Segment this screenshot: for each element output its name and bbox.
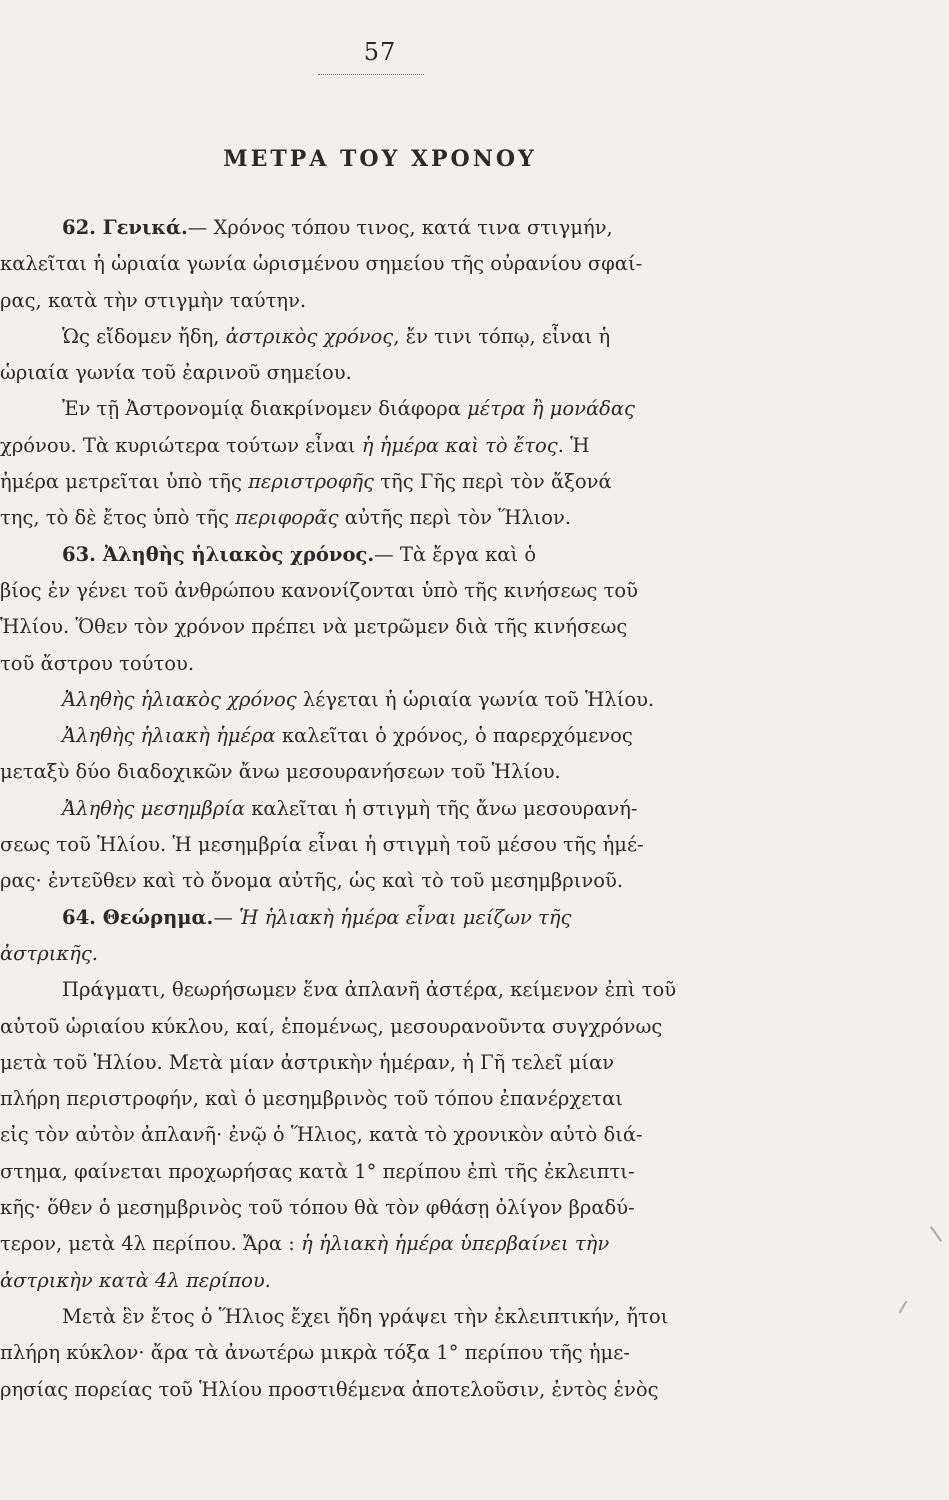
text-span: πλήρη περιστροφήν, καὶ ὁ μεσημβρινὸς τοῦ τόπου ἐπανέρχεται [0, 1087, 623, 1111]
text-span: της, τὸ δὲ ἔτος ὑπὸ τῆς [0, 506, 236, 530]
text-line [0, 718, 800, 754]
text-line [0, 900, 800, 936]
text-span: ἀστρικὴν κατὰ 4λ περίπου. [0, 1268, 271, 1292]
text-span: Ἡ ἡλιακὴ ἡμέρα εἶναι μείζων τῆς [239, 905, 572, 929]
text-span: βίος ἐν γένει τοῦ ἀνθρώπου κανονίζονται ὑπὸ τῆς κινήσεως τοῦ [0, 578, 638, 602]
text-span: ρας· ἐντεῦθεν καὶ τὸ ὄνομα αὐτῆς, ὡς καὶ τὸ τοῦ μεσημβρινοῦ. [0, 869, 624, 893]
text-span: λέγεται ἡ ὡριαία γωνία τοῦ Ἡλίου. [296, 687, 655, 711]
text-line [0, 391, 800, 427]
text-span: ἀστρικῆς. [0, 941, 98, 965]
text-span: Ἀληθὴς ἡλιακὴ ἡμέρα [62, 724, 276, 748]
text-line [0, 827, 800, 863]
text-span: ρησίας πορείας τοῦ Ἡλίου προστιθέμενα ἀποτελοῦσιν, ἐντὸς ἑνὸς [0, 1377, 659, 1401]
text-span: ἡ ἡλιακὴ ἡμέρα ὑπερβαίνει τὴν [300, 1232, 610, 1256]
text-span: — Τὰ ἔργα καὶ ὁ [374, 542, 537, 566]
text-span: Πράγματι, θεωρήσωμεν ἕνα ἀπλανῆ ἀστέρα, κείμενον ἐπὶ τοῦ [62, 978, 677, 1002]
text-line [0, 754, 800, 790]
section-number: 62. [62, 216, 103, 239]
text-span: Ἀληθὴς μεσημβρία [62, 796, 246, 820]
text-span: ὡριαία γωνία τοῦ ἐαρινοῦ σημείου. [0, 361, 352, 385]
text-line [0, 1190, 800, 1226]
text-line [0, 791, 800, 827]
text-line [0, 537, 800, 573]
text-line [0, 972, 800, 1008]
text-line [0, 500, 800, 536]
section-number: 63. [62, 542, 103, 566]
text-span: ρας, κατὰ τὴν στιγμὴν ταύτην. [0, 288, 307, 312]
text-span: χρόνου. Τὰ κυριώτερα τούτων εἶναι [0, 433, 362, 457]
text-line [0, 210, 800, 246]
text-line [0, 936, 800, 972]
text-line [0, 1299, 800, 1335]
text-line [0, 1263, 800, 1299]
text-span: Ἀληθὴς ἡλιακὸς χρόνος [62, 687, 297, 711]
text-line [0, 1009, 800, 1045]
text-span: αὐτοῦ ὡριαίου κύκλου, καί, ἑπομένως, μεσουρανοῦντα συγχρόνως [0, 1014, 663, 1038]
scan-mark [930, 1226, 942, 1242]
text-line [0, 1372, 800, 1408]
text-line [0, 319, 800, 355]
text-line [0, 1045, 800, 1081]
text-span: μέτρα ἢ μονάδας [467, 397, 635, 421]
text-line [0, 1081, 800, 1117]
text-line [0, 646, 800, 682]
text-span: Ἡλίου. Ὅθεν τὸν χρόνον πρέπει νὰ μετρῶμεν διὰ τῆς κινήσεως [0, 615, 628, 639]
chapter-title: ΜΕΤΡΑ ΤΟΥ ΧΡΟΝΟΥ [223, 146, 537, 172]
text-span: τῆς Γῆς περὶ τὸν ἄξονά [374, 470, 612, 494]
text-line [0, 1226, 800, 1262]
text-span: — [213, 905, 240, 929]
text-line [0, 1335, 800, 1371]
text-line [0, 609, 800, 645]
text-span: Ἐν τῇ Ἀστρονομίᾳ διακρίνομεν διάφορα [62, 397, 468, 421]
text-span: — Χρόνος τόπου τινος, κατά τινα στιγμήν, [187, 216, 613, 239]
section-heading: Ἀληθὴς ἡλιακὸς χρόνος. [102, 542, 375, 566]
text-span: καλεῖται ἡ ὡριαία γωνία ὡρισμένου σημείου τῆς οὐρανίου σφαί- [0, 252, 643, 276]
text-span: τερον, μετὰ 4λ περίπου. Ἄρα : [0, 1232, 301, 1256]
text-line [0, 246, 800, 282]
text-span: εἰς τὸν αὐτὸν ἀπλανῆ· ἐνῷ ὁ Ἥλιος, κατὰ τὸ χρονικὸν αὐτὸ διά- [0, 1123, 643, 1147]
text-line [0, 682, 800, 718]
section-heading: Γενικά. [102, 216, 188, 239]
section-number: 64. [62, 905, 103, 929]
text-line [0, 428, 800, 464]
text-line [0, 283, 800, 319]
text-span: Ὡς εἴδομεν ἤδη, [62, 324, 226, 348]
text-span: μεταξὺ δύο διαδοχικῶν ἄνω μεσουρανήσεων τοῦ Ἡλίου. [0, 760, 561, 784]
text-span: αὐτῆς περὶ τὸν Ἥλιον. [338, 506, 572, 530]
section-heading: Θεώρημα. [102, 905, 214, 929]
text-line [0, 1154, 800, 1190]
text-line [0, 464, 800, 500]
text-span: ἀστρικὸς χρόνος [225, 324, 394, 348]
text-span: ἡμέρα μετρεῖται ὑπὸ τῆς [0, 470, 249, 494]
text-span: περιφορᾶς [235, 506, 339, 530]
text-span: τοῦ ἄστρου τούτου. [0, 651, 195, 675]
text-span: κῆς· ὅθεν ὁ μεσημβρινὸς τοῦ τόπου θὰ τὸν φθάσῃ ὀλίγον βραδύ- [0, 1196, 635, 1220]
text-span: στημα, φαίνεται προχωρήσας κατὰ 1° περίπου ἐπὶ τῆς ἐκλειπτι- [0, 1159, 635, 1183]
text-line [0, 1117, 800, 1153]
page-number: 57 [363, 38, 397, 66]
scan-mark [899, 1300, 908, 1313]
text-span: , ἔν τινι τόπῳ, εἶναι ἡ [393, 324, 611, 348]
body-text [0, 210, 800, 1408]
text-span: μετὰ τοῦ Ἡλίου. Μετὰ μίαν ἀστρικὴν ἡμέραν, ἡ Γῆ τελεῖ μίαν [0, 1050, 615, 1074]
text-line [0, 355, 800, 391]
text-span: σεως τοῦ Ἡλίου. Ἡ μεσημβρία εἶναι ἡ στιγμὴ τοῦ μέσου τῆς ἡμέ- [0, 833, 644, 857]
text-span: περιστροφῆς [248, 470, 375, 494]
text-span: καλεῖται ὁ χρόνος, ὁ παρερχόμενος [275, 724, 633, 748]
text-span: Μετὰ ἓν ἔτος ὁ Ἥλιος ἔχει ἤδη γράψει τὴν ἐκλειπτικήν, ἤτοι [62, 1304, 669, 1328]
text-line [0, 863, 800, 899]
text-span: καλεῖται ἡ στιγμὴ τῆς ἄνω μεσουρανή- [245, 796, 638, 820]
text-span: πλήρη κύκλον· ἄρα τὰ ἀνωτέρω μικρὰ τόξα 1° περίπου τῆς ἡμε- [0, 1341, 630, 1365]
header-rule [318, 74, 424, 75]
text-line [0, 573, 800, 609]
text-span: ἡ ἡμέρα καὶ τὸ ἔτος [361, 433, 558, 457]
text-span: . Ἡ [557, 433, 590, 457]
